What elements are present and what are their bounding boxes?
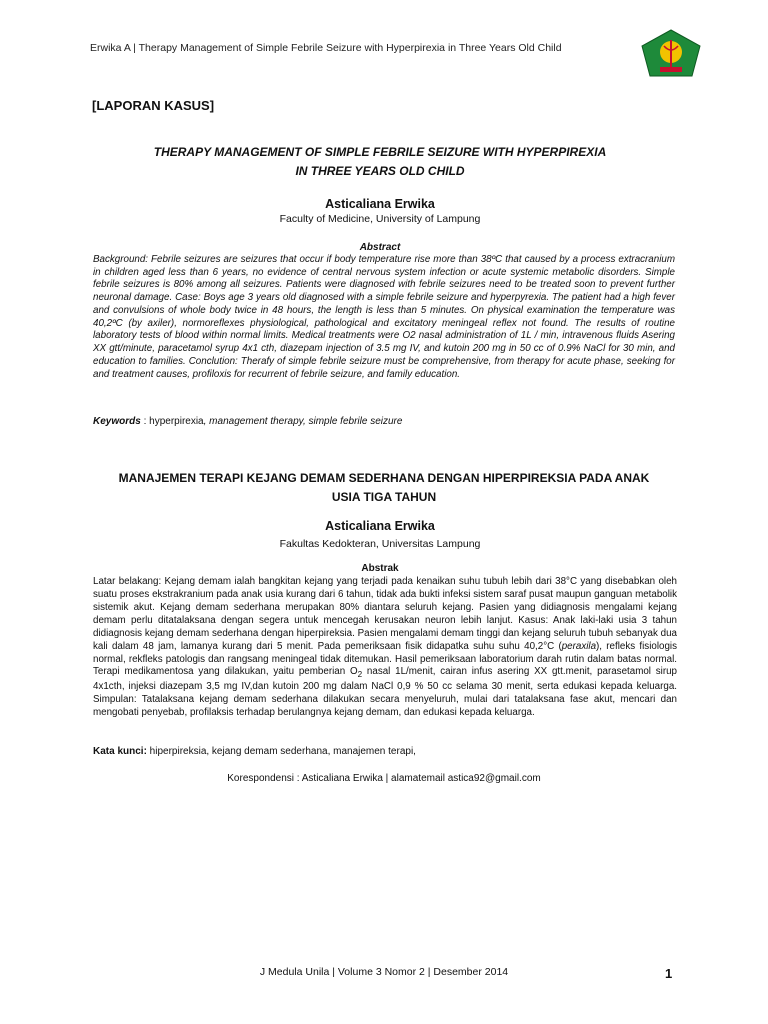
english-title (60, 143, 700, 180)
article-type-label: [LAPORAN KASUS] (92, 98, 215, 113)
indonesian-author: Asticaliana Erwika (325, 519, 435, 533)
indonesian-abstract-part-3: nasal 1L/menit, cairan infus asering XX gtt.menit, parasetamol sirup 4x1cth, injeksi diazepam 3,5 mg IV,dan kutoin 200 mg dalam NaCl 0,9 % 50 cc selama 30 menit, serta edukasi kepada keluarga. Simpulan: Tatalaksana kejang demam sederhana dilakukan secara menyeluruh, mulai dari tatalaksana fase akut, mencari dan mengobati penyebab, profilaksis terhadap berulangnya kejang demam, dan edukasi kepada keluarga. (93, 666, 678, 719)
english-affiliation: Faculty of Medicine, University of Lampung (279, 213, 481, 225)
indonesian-title (80, 469, 688, 506)
university-logo (640, 28, 702, 78)
indonesian-abstract-body (93, 576, 677, 720)
indonesian-keywords-list: hiperpireksia, kejang demam sederhana, manajemen terapi, (146, 746, 416, 757)
indonesian-abstract-part-1: Latar belakang: Kejang demam ialah bangkitan kejang yang terjadi pada kenaikan suhu tubuh lebih dari 38°C yang disebabkan oleh suatu proses ekstrakranium pada anak usia kurang dari 6 tahun, tidak ada bukti infeksi sistem saraf pusat maupun ganguan metabolik sistemik akut. Kejang demam sederhana merupakan 80% diantara seluruh kejang. Pasien yang didiagnosis mengalami kejang demam perlu ditatalaksana dengan segera untuk mencegah kerusakan neuron lebih lanjut. Kasus: Anak laki-laki usia 3 tahun didiagnosis kejang demam sederhana dengan hiperpireksia. Pasien mengalami demam tinggi dan kejang seluruh tubuh sebanyak dua kali dalam 48 jam, lamanya kurang dari 5 menit. Pada pemeriksaan fisik didapatka suhu suhu 40,2°C ( (93, 576, 677, 652)
correspondence-line: Korespondensi : Asticaliana Erwika | alamatemail astica92@gmail.com (227, 773, 541, 784)
indonesian-abstract-heading: Abstrak (361, 563, 399, 574)
indonesian-keywords (93, 746, 675, 757)
english-abstract-body: Background: Febrile seizures are seizures that occur if body temperature rise more than 38ºC that caused by a process extracranium in children aged less than 6 years, no evidence of central nervous system infection or acute systemic metabolic disorders. Simple febrile seizures is 80% among all seizures. Patients were diagnosed with febrile seizures need to be treated soon to prevent further neuronal damage. Case: Boys age 3 years old diagnosed with a simple febrile seizure and hyperpyrexia. The patient had a high fever and convulsions of whole body twice in 48 hours, the length is less than 5 minutes. On physical examination the temperature was 40,2ºC (by axiler), normoreflexes physiological, pathological and excitatory meningeal reflex not found. The results of routine laboratory tests of blood within normal limits. Medical treatments were O2 nasal administration of 1L / min, intravenous fluids Asering XX gtt/minute, paracetamol syrup 4x1 cth, diazepam injection of 3.5 mg IV, and kutoin 200 mg in 50 cc of 0.9% NaCl for 30 min, and education to families. Conclution: Therafy of simple febrile seizure must be comprehensive, from therapy for acute phase, seeking for and treatment causes, profiloxis for recurrent of febrile seizure, and family education. (93, 254, 675, 380)
english-title-line-2: IN THREE YEARS OLD CHILD (295, 163, 465, 178)
english-title-line-1: THERAPY MANAGEMENT OF SIMPLE FEBRILE SEIZURE WITH HYPERPIREXIA (153, 145, 607, 159)
english-keywords-list: , management therapy, simple febrile seizure (203, 416, 403, 427)
english-keywords (93, 416, 675, 427)
indonesian-abstract-italic: peraxila (561, 640, 597, 652)
indonesian-abstract-part-2: ), refleks fisiologis normal, rekfleks patologis dan rangsang meningeal tidak ditemukan. Hasil pemeriksaan laboratorium darah rutin dalam batas normal. Terapi medikamentosa yang dilakukan, yaitu pemberian O (93, 640, 677, 678)
english-keywords-separator: : (140, 416, 150, 427)
indonesian-abstract-subscript: 2 (357, 670, 363, 680)
indonesian-title-line-1: MANAJEMEN TERAPI KEJANG DEMAM SEDERHANA DENGAN HIPERPIREKSIA PADA ANAK (118, 471, 650, 485)
english-keywords-label: Keywords (93, 416, 141, 427)
indonesian-title-line-2: USIA TIGA TAHUN (331, 489, 437, 504)
indonesian-affiliation: Fakultas Kedokteran, Universitas Lampung (279, 538, 481, 550)
journal-footer: J Medula Unila | Volume 3 Nomor 2 | Desember 2014 (259, 966, 509, 978)
english-author: Asticaliana Erwika (325, 197, 435, 211)
english-keyword-1: hyperpirexia (149, 416, 204, 427)
indonesian-keywords-label: Kata kunci: (93, 746, 147, 757)
english-abstract-heading: Abstract (359, 242, 401, 253)
page-number: 1 (665, 966, 673, 981)
running-header: Erwika A | Therapy Management of Simple Febrile Seizure with Hyperpirexia in Three Years Old Child (90, 42, 562, 54)
